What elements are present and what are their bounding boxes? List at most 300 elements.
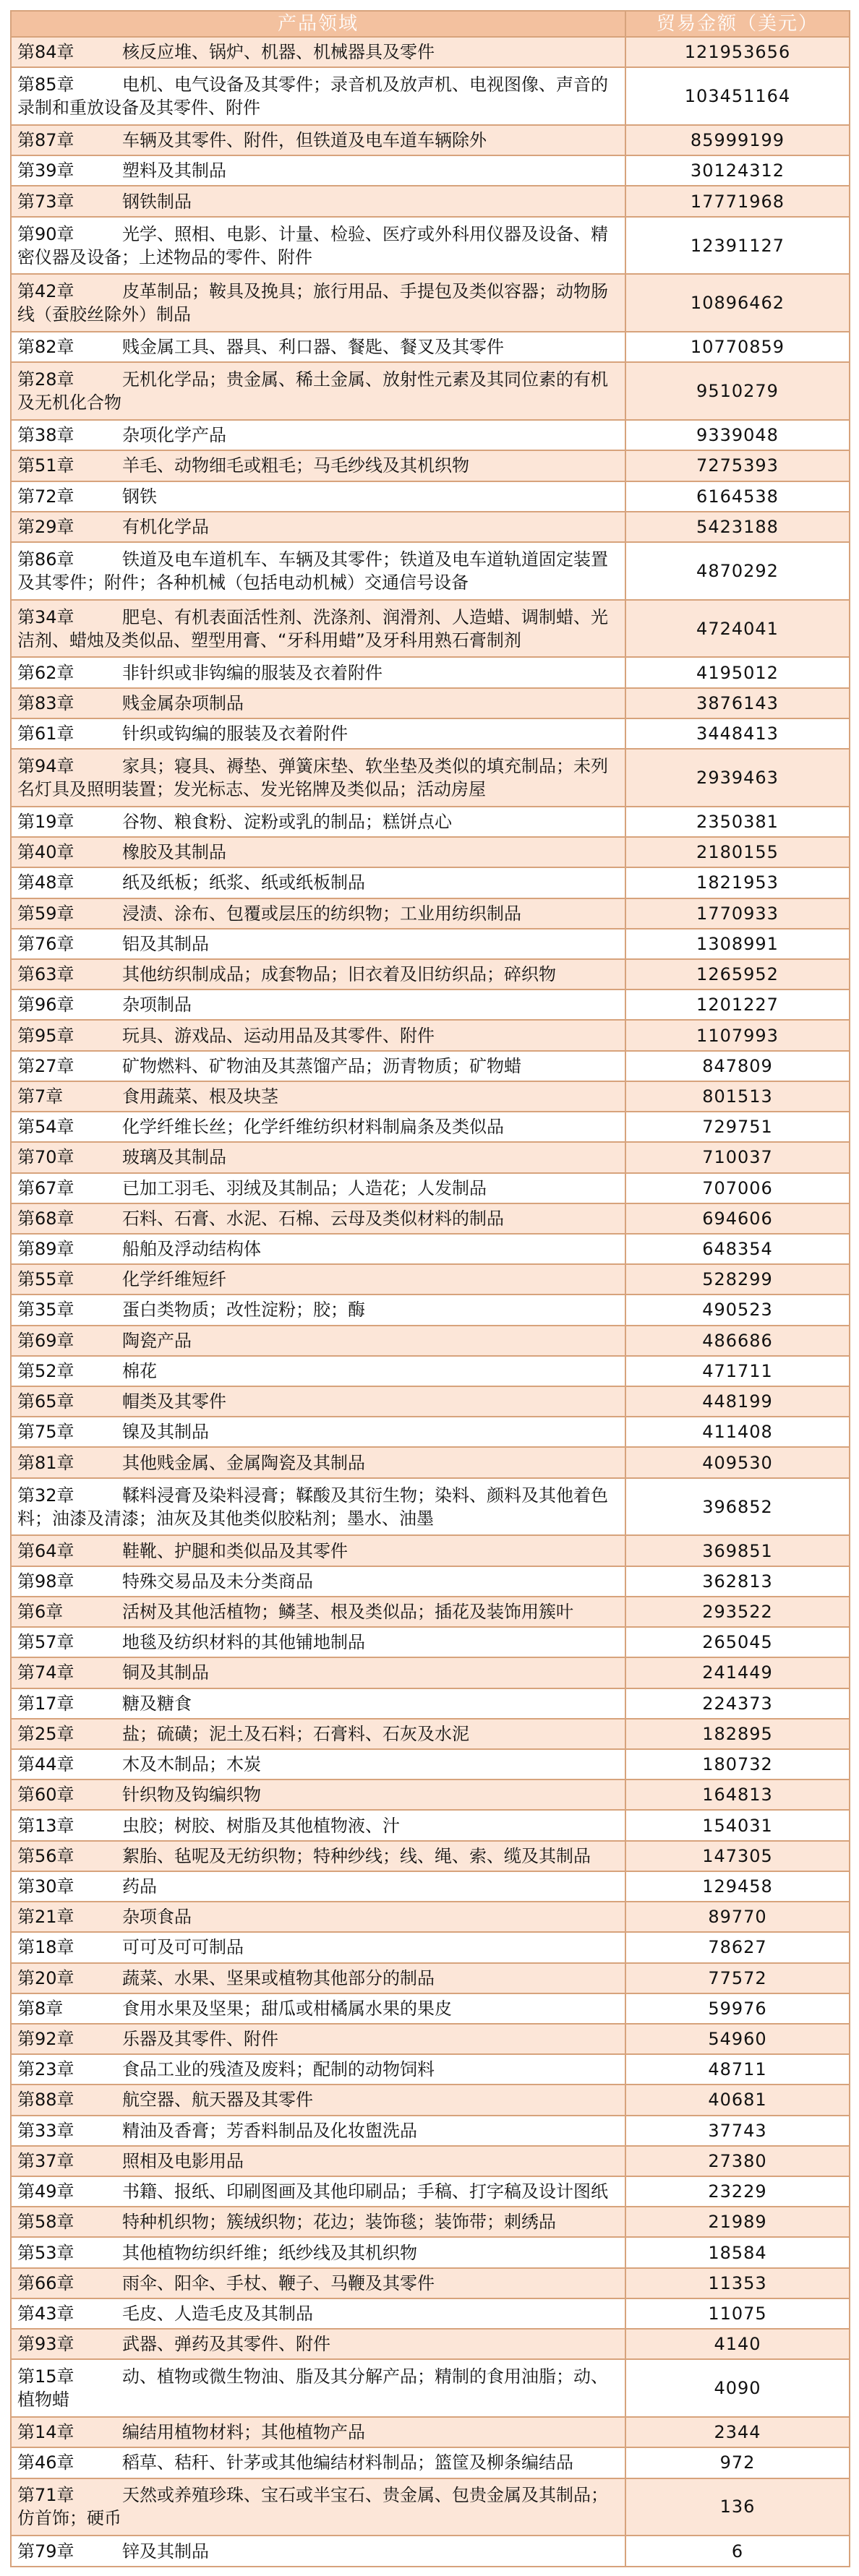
product-cell bbox=[11, 749, 625, 807]
product-cell bbox=[11, 1963, 625, 1993]
product-cell bbox=[11, 1841, 625, 1871]
chapter-number: 第13章 bbox=[17, 1815, 74, 1836]
table-row bbox=[11, 1081, 850, 1112]
table-row bbox=[11, 718, 850, 749]
product-cell bbox=[11, 959, 625, 989]
chapter-number: 第43章 bbox=[17, 2304, 74, 2324]
chapter-number: 第14章 bbox=[17, 2422, 74, 2443]
product-name: 乐器及其零件、附件 bbox=[122, 2029, 278, 2050]
table-row bbox=[11, 749, 850, 807]
product-cell bbox=[11, 600, 625, 658]
product-cell bbox=[11, 512, 625, 542]
trade-amount-cell: 154031 bbox=[625, 1810, 850, 1840]
table-row bbox=[11, 1112, 850, 1142]
product-name: 蔬菜、水果、坚果或植物其他部分的制品 bbox=[122, 1967, 435, 1988]
table-row bbox=[11, 2478, 850, 2536]
trade-amount-cell: 48711 bbox=[625, 2054, 850, 2085]
table-row bbox=[11, 1295, 850, 1325]
chapter-number: 第34章 bbox=[17, 606, 74, 627]
trade-amount-cell: 729751 bbox=[625, 1112, 850, 1142]
product-name: 精油及香膏；芳香料制品及化妆盥洗品 bbox=[122, 2120, 417, 2141]
product-cell bbox=[11, 2024, 625, 2054]
trade-amount-cell: 293522 bbox=[625, 1597, 850, 1627]
table-row bbox=[11, 37, 850, 67]
table-row bbox=[11, 1173, 850, 1203]
trade-amount-cell: 164813 bbox=[625, 1779, 850, 1810]
table-row bbox=[11, 1203, 850, 1234]
product-name: 其他纺织制成品；成套物品；旧衣着及旧纺织品；碎织物 bbox=[122, 964, 556, 985]
trade-amount-cell: 486686 bbox=[625, 1326, 850, 1356]
table-row bbox=[11, 1566, 850, 1597]
table-row bbox=[11, 67, 850, 125]
product-name: 贱金属杂项制品 bbox=[122, 692, 244, 713]
table-row bbox=[11, 1597, 850, 1627]
chapter-number: 第75章 bbox=[17, 1422, 74, 1443]
table-row bbox=[11, 2329, 850, 2359]
product-cell bbox=[11, 1356, 625, 1386]
chapter-number: 第15章 bbox=[17, 2366, 74, 2387]
product-name: 其他贱金属、金属陶瓷及其制品 bbox=[122, 1452, 365, 1473]
product-name: 特种机织物；簇绒织物；花边；装饰毯；装饰带；刺绣品 bbox=[122, 2212, 556, 2233]
product-cell bbox=[11, 2268, 625, 2298]
product-cell bbox=[11, 1871, 625, 1902]
product-name: 有机化学品 bbox=[122, 516, 209, 537]
table-row bbox=[11, 1478, 850, 1536]
product-name: 纸及纸板；纸浆、纸或纸板制品 bbox=[122, 872, 365, 893]
product-cell bbox=[11, 1264, 625, 1295]
product-name: 羊毛、动物细毛或粗毛；马毛纱线及其机织物 bbox=[122, 455, 469, 476]
trade-amount-cell: 129458 bbox=[625, 1871, 850, 1902]
product-name: 武器、弹药及其零件、附件 bbox=[122, 2334, 330, 2355]
chapter-number: 第7章 bbox=[17, 1086, 64, 1107]
product-cell bbox=[11, 807, 625, 837]
chapter-number: 第32章 bbox=[17, 1485, 74, 1506]
chapter-number: 第8章 bbox=[17, 1998, 64, 2019]
product-name: 鞣料浸膏及染料浸膏；鞣酸及其衍生物；染料、颜料及其他着色料；油漆及清漆；油灰及其他类似胶粘剂；墨水、油墨 bbox=[17, 1485, 608, 1529]
product-cell bbox=[11, 898, 625, 929]
product-name: 非针织或非钩编的服装及衣着附件 bbox=[122, 662, 383, 683]
chapter-number: 第86章 bbox=[17, 549, 74, 570]
chapter-number: 第54章 bbox=[17, 1117, 74, 1138]
table-row bbox=[11, 1841, 850, 1871]
table-row bbox=[11, 1657, 850, 1688]
product-name: 针织或钩编的服装及衣着附件 bbox=[122, 724, 348, 744]
product-cell bbox=[11, 332, 625, 362]
trade-amount-cell: 4090 bbox=[625, 2359, 850, 2417]
table-row bbox=[11, 1749, 850, 1779]
product-cell bbox=[11, 1566, 625, 1597]
trade-amount-cell: 5423188 bbox=[625, 512, 850, 542]
trade-amount-cell: 1821953 bbox=[625, 867, 850, 898]
trade-amount-cell: 471711 bbox=[625, 1356, 850, 1386]
product-name: 杂项制品 bbox=[122, 995, 192, 1016]
chapter-number: 第46章 bbox=[17, 2452, 74, 2473]
chapter-number: 第98章 bbox=[17, 1571, 74, 1592]
product-cell bbox=[11, 155, 625, 186]
product-name: 航空器、航天器及其零件 bbox=[122, 2090, 313, 2111]
product-cell bbox=[11, 2237, 625, 2267]
product-cell bbox=[11, 1203, 625, 1234]
table-row bbox=[11, 450, 850, 481]
trade-amount-cell: 369851 bbox=[625, 1535, 850, 1566]
table-row bbox=[11, 1264, 850, 1295]
trade-amount-cell: 103451164 bbox=[625, 67, 850, 125]
product-cell bbox=[11, 2054, 625, 2085]
trade-amount-cell: 2180155 bbox=[625, 837, 850, 867]
trade-amount-cell: 1265952 bbox=[625, 959, 850, 989]
chapter-number: 第30章 bbox=[17, 1876, 74, 1897]
product-cell bbox=[11, 1417, 625, 1447]
trade-amount-cell: 409530 bbox=[625, 1447, 850, 1477]
product-cell bbox=[11, 481, 625, 512]
table-row bbox=[11, 1688, 850, 1719]
product-name: 食用水果及坚果；甜瓜或柑橘属水果的果皮 bbox=[122, 1998, 452, 2019]
chapter-number: 第79章 bbox=[17, 2541, 74, 2562]
trade-amount-cell: 707006 bbox=[625, 1173, 850, 1203]
product-name: 活树及其他活植物；鳞茎、根及类似品；插花及装饰用簇叶 bbox=[122, 1601, 573, 1622]
trade-amount-cell: 224373 bbox=[625, 1688, 850, 1719]
trade-amount-cell: 30124312 bbox=[625, 155, 850, 186]
trade-amount-cell: 21989 bbox=[625, 2207, 850, 2237]
chapter-number: 第76章 bbox=[17, 933, 74, 954]
product-cell bbox=[11, 989, 625, 1020]
chapter-number: 第38章 bbox=[17, 425, 74, 446]
product-cell bbox=[11, 2447, 625, 2478]
table-row bbox=[11, 1902, 850, 1932]
chapter-number: 第73章 bbox=[17, 191, 74, 212]
table-row bbox=[11, 1719, 850, 1749]
trade-amount-cell: 972 bbox=[625, 2447, 850, 2478]
chapter-number: 第71章 bbox=[17, 2485, 74, 2506]
product-cell bbox=[11, 37, 625, 67]
product-name: 稻草、秸秆、针茅或其他编结材料制品；篮筐及柳条编结品 bbox=[122, 2452, 573, 2473]
chapter-number: 第81章 bbox=[17, 1452, 74, 1473]
table-row bbox=[11, 1627, 850, 1657]
chapter-number: 第51章 bbox=[17, 455, 74, 476]
product-name: 肥皂、有机表面活性剂、洗涤剂、润滑剂、人造蜡、调制蜡、光洁剂、蜡烛及类似品、塑型用膏、“牙科用蜡”及牙科用熟石膏制剂 bbox=[17, 606, 608, 651]
product-cell bbox=[11, 362, 625, 420]
product-cell bbox=[11, 1902, 625, 1932]
trade-amount-cell: 528299 bbox=[625, 1264, 850, 1295]
trade-amount-cell: 6 bbox=[625, 2536, 850, 2567]
product-name: 铜及其制品 bbox=[122, 1662, 209, 1683]
product-cell bbox=[11, 1657, 625, 1688]
table-row bbox=[11, 217, 850, 275]
product-name: 食品工业的残渣及废料；配制的动物饲料 bbox=[122, 2059, 435, 2080]
trade-amount-cell: 77572 bbox=[625, 1963, 850, 1993]
product-name: 已加工羽毛、羽绒及其制品；人造花；人发制品 bbox=[122, 1177, 487, 1198]
table-row bbox=[11, 2116, 850, 2146]
table-row bbox=[11, 1234, 850, 1264]
product-name: 针织物及钩编织物 bbox=[122, 1785, 261, 1806]
product-name: 贱金属工具、器具、利口器、餐匙、餐叉及其零件 bbox=[122, 337, 504, 358]
table-row bbox=[11, 2146, 850, 2176]
table-row bbox=[11, 1051, 850, 1081]
trade-amount-cell: 847809 bbox=[625, 1051, 850, 1081]
table-row bbox=[11, 688, 850, 718]
product-cell bbox=[11, 2176, 625, 2207]
table-row bbox=[11, 1779, 850, 1810]
table-row bbox=[11, 362, 850, 420]
trade-amount-cell: 6164538 bbox=[625, 481, 850, 512]
trade-amount-cell: 2939463 bbox=[625, 749, 850, 807]
product-name: 铁道及电车道机车、车辆及其零件；铁道及电车道轨道固定装置及其零件；附件；各种机械（包括电动机械）交通信号设备 bbox=[17, 549, 608, 593]
trade-amount-cell: 3448413 bbox=[625, 718, 850, 749]
chapter-number: 第96章 bbox=[17, 995, 74, 1016]
product-cell bbox=[11, 1478, 625, 1536]
trade-amount-cell: 265045 bbox=[625, 1627, 850, 1657]
chapter-number: 第55章 bbox=[17, 1269, 74, 1290]
trade-amount-cell: 54960 bbox=[625, 2024, 850, 2054]
chapter-number: 第37章 bbox=[17, 2150, 74, 2171]
product-cell bbox=[11, 1810, 625, 1840]
trade-amount-cell: 78627 bbox=[625, 1932, 850, 1962]
chapter-number: 第66章 bbox=[17, 2272, 74, 2293]
table-row bbox=[11, 155, 850, 186]
product-cell bbox=[11, 186, 625, 216]
product-cell bbox=[11, 2298, 625, 2329]
product-cell bbox=[11, 1447, 625, 1477]
product-name: 皮革制品；鞍具及挽具；旅行用品、手提包及类似容器；动物肠线（蚕胶丝除外）制品 bbox=[17, 281, 608, 325]
chapter-number: 第94章 bbox=[17, 756, 74, 776]
product-name: 特殊交易品及未分类商品 bbox=[122, 1571, 313, 1592]
table-row bbox=[11, 1020, 850, 1050]
chapter-number: 第60章 bbox=[17, 1785, 74, 1806]
product-cell bbox=[11, 1779, 625, 1810]
product-cell bbox=[11, 1295, 625, 1325]
chapter-number: 第64章 bbox=[17, 1540, 74, 1561]
table-row bbox=[11, 186, 850, 216]
table-row bbox=[11, 959, 850, 989]
product-cell bbox=[11, 929, 625, 959]
table-row bbox=[11, 1932, 850, 1962]
table-row bbox=[11, 1326, 850, 1356]
table-header bbox=[11, 11, 850, 37]
trade-amount-cell: 241449 bbox=[625, 1657, 850, 1688]
table-row bbox=[11, 481, 850, 512]
product-name: 地毯及纺织材料的其他铺地制品 bbox=[122, 1632, 365, 1653]
chapter-number: 第27章 bbox=[17, 1055, 74, 1076]
table-row bbox=[11, 2024, 850, 2054]
product-name: 谷物、粮食粉、淀粉或乳的制品；糕饼点心 bbox=[122, 811, 452, 832]
trade-amount-cell: 182895 bbox=[625, 1719, 850, 1749]
chapter-number: 第93章 bbox=[17, 2334, 74, 2355]
product-cell bbox=[11, 1597, 625, 1627]
product-cell bbox=[11, 1112, 625, 1142]
trade-amount-cell: 362813 bbox=[625, 1566, 850, 1597]
trade-amount-cell: 11075 bbox=[625, 2298, 850, 2329]
trade-amount-cell: 180732 bbox=[625, 1749, 850, 1779]
header-row bbox=[11, 11, 850, 37]
product-cell bbox=[11, 542, 625, 600]
table-row bbox=[11, 332, 850, 362]
product-cell bbox=[11, 2417, 625, 2447]
trade-amount-cell: 59976 bbox=[625, 1993, 850, 2024]
table-row bbox=[11, 420, 850, 450]
product-cell bbox=[11, 217, 625, 275]
chapter-number: 第70章 bbox=[17, 1147, 74, 1168]
trade-amount-cell: 23229 bbox=[625, 2176, 850, 2207]
trade-amount-cell: 89770 bbox=[625, 1902, 850, 1932]
product-cell bbox=[11, 837, 625, 867]
trade-amount-cell: 4870292 bbox=[625, 542, 850, 600]
table-row bbox=[11, 2085, 850, 2115]
table-row bbox=[11, 2298, 850, 2329]
table-row bbox=[11, 1993, 850, 2024]
product-name: 天然或养殖珍珠、宝石或半宝石、贵金属、包贵金属及其制品；仿首饰；硬币 bbox=[17, 2485, 608, 2529]
product-name: 木及木制品；木炭 bbox=[122, 1754, 261, 1775]
product-name: 橡胶及其制品 bbox=[122, 842, 226, 863]
chapter-number: 第18章 bbox=[17, 1937, 74, 1958]
chapter-number: 第68章 bbox=[17, 1208, 74, 1229]
chapter-number: 第23章 bbox=[17, 2059, 74, 2080]
table-row bbox=[11, 2536, 850, 2567]
table-row bbox=[11, 929, 850, 959]
trade-amount-cell: 85999199 bbox=[625, 125, 850, 155]
product-cell bbox=[11, 1932, 625, 1962]
chapter-number: 第62章 bbox=[17, 662, 74, 683]
product-name: 杂项化学产品 bbox=[122, 425, 226, 446]
product-name: 帽类及其零件 bbox=[122, 1391, 226, 1412]
trade-amount-cell: 18584 bbox=[625, 2237, 850, 2267]
trade-amount-cell: 2344 bbox=[625, 2417, 850, 2447]
trade-table bbox=[10, 10, 850, 2567]
trade-amount-cell: 2350381 bbox=[625, 807, 850, 837]
trade-amount-cell: 121953656 bbox=[625, 37, 850, 67]
trade-amount-cell: 17771968 bbox=[625, 186, 850, 216]
product-name: 盐；硫磺；泥土及石料；石膏料、石灰及水泥 bbox=[122, 1723, 469, 1744]
product-cell bbox=[11, 1142, 625, 1172]
chapter-number: 第74章 bbox=[17, 1662, 74, 1683]
product-cell bbox=[11, 1020, 625, 1050]
trade-amount-cell: 648354 bbox=[625, 1234, 850, 1264]
trade-amount-cell: 1770933 bbox=[625, 898, 850, 929]
product-name: 玩具、游戏品、运动用品及其零件、附件 bbox=[122, 1025, 435, 1046]
product-name: 杂项食品 bbox=[122, 1907, 192, 1928]
table-body bbox=[11, 37, 850, 2567]
product-name: 棉花 bbox=[122, 1360, 157, 1381]
trade-amount-cell: 12391127 bbox=[625, 217, 850, 275]
table-row bbox=[11, 125, 850, 155]
product-cell bbox=[11, 2207, 625, 2237]
trade-amount-cell: 27380 bbox=[625, 2146, 850, 2176]
product-cell bbox=[11, 274, 625, 332]
product-cell bbox=[11, 2478, 625, 2536]
table-row bbox=[11, 1356, 850, 1386]
product-cell bbox=[11, 1749, 625, 1779]
chapter-number: 第84章 bbox=[17, 42, 74, 63]
product-name: 其他植物纺织纤维；纸纱线及其机织物 bbox=[122, 2242, 417, 2263]
product-cell bbox=[11, 1719, 625, 1749]
product-name: 化学纤维长丝；化学纤维纺织材料制扁条及类似品 bbox=[122, 1117, 504, 1138]
product-name: 药品 bbox=[122, 1876, 157, 1897]
product-cell bbox=[11, 2536, 625, 2567]
product-cell bbox=[11, 1051, 625, 1081]
product-cell bbox=[11, 1173, 625, 1203]
chapter-number: 第19章 bbox=[17, 811, 74, 832]
table-row bbox=[11, 837, 850, 867]
table-row bbox=[11, 898, 850, 929]
chapter-number: 第17章 bbox=[17, 1693, 74, 1714]
chapter-number: 第49章 bbox=[17, 2181, 74, 2202]
table-row bbox=[11, 1963, 850, 1993]
table-row bbox=[11, 1535, 850, 1566]
chapter-number: 第87章 bbox=[17, 130, 74, 151]
chapter-number: 第48章 bbox=[17, 872, 74, 893]
table-row bbox=[11, 867, 850, 898]
product-cell bbox=[11, 1386, 625, 1417]
product-name: 锌及其制品 bbox=[122, 2541, 209, 2562]
table-row bbox=[11, 2268, 850, 2298]
chapter-number: 第20章 bbox=[17, 1967, 74, 1988]
product-name: 可可及可可制品 bbox=[122, 1937, 244, 1958]
product-name: 蛋白类物质；改性淀粉；胶；酶 bbox=[122, 1300, 365, 1321]
product-name: 铝及其制品 bbox=[122, 933, 209, 954]
product-name: 食用蔬菜、根及块茎 bbox=[122, 1086, 278, 1107]
product-name: 钢铁制品 bbox=[122, 191, 192, 212]
product-name: 石料、石膏、水泥、石棉、云母及类似材料的制品 bbox=[122, 1208, 504, 1229]
chapter-number: 第61章 bbox=[17, 724, 74, 744]
table-row bbox=[11, 2237, 850, 2267]
product-cell bbox=[11, 867, 625, 898]
chapter-number: 第72章 bbox=[17, 486, 74, 507]
chapter-number: 第69章 bbox=[17, 1330, 74, 1351]
table-row bbox=[11, 1871, 850, 1902]
trade-amount-cell: 1201227 bbox=[625, 989, 850, 1020]
chapter-number: 第82章 bbox=[17, 337, 74, 358]
chapter-number: 第88章 bbox=[17, 2090, 74, 2111]
product-cell bbox=[11, 718, 625, 749]
table-row bbox=[11, 542, 850, 600]
trade-amount-cell: 147305 bbox=[625, 1841, 850, 1871]
chapter-number: 第56章 bbox=[17, 1845, 74, 1866]
trade-amount-cell: 11353 bbox=[625, 2268, 850, 2298]
product-cell bbox=[11, 2359, 625, 2417]
product-name: 家具；寝具、褥垫、弹簧床垫、软坐垫及类似的填充制品；未列名灯具及照明装置；发光标志、发光铭牌及类似品；活动房屋 bbox=[17, 756, 608, 799]
product-cell bbox=[11, 1627, 625, 1657]
product-name: 毛皮、人造毛皮及其制品 bbox=[122, 2304, 313, 2324]
chapter-number: 第63章 bbox=[17, 964, 74, 985]
product-name: 玻璃及其制品 bbox=[122, 1147, 226, 1168]
product-name: 糖及糖食 bbox=[122, 1693, 192, 1714]
chapter-number: 第57章 bbox=[17, 1632, 74, 1653]
table-row bbox=[11, 1810, 850, 1840]
product-name: 塑料及其制品 bbox=[122, 160, 226, 181]
product-name: 雨伞、阳伞、手杖、鞭子、马鞭及其零件 bbox=[122, 2272, 435, 2293]
product-name: 船舶及浮动结构体 bbox=[122, 1239, 261, 1260]
trade-amount-cell: 37743 bbox=[625, 2116, 850, 2146]
header-product-field: 产品领域 bbox=[11, 11, 625, 37]
chapter-number: 第59章 bbox=[17, 903, 74, 924]
trade-amount-cell: 1107993 bbox=[625, 1020, 850, 1050]
chapter-number: 第33章 bbox=[17, 2120, 74, 2141]
trade-amount-cell: 4724041 bbox=[625, 600, 850, 658]
product-name: 书籍、报纸、印刷图画及其他印刷品；手稿、打字稿及设计图纸 bbox=[122, 2181, 608, 2202]
trade-amount-cell: 710037 bbox=[625, 1142, 850, 1172]
table-row bbox=[11, 512, 850, 542]
product-name: 镍及其制品 bbox=[122, 1422, 209, 1443]
product-cell bbox=[11, 420, 625, 450]
product-cell bbox=[11, 1081, 625, 1112]
product-name: 光学、照相、电影、计量、检验、医疗或外科用仪器及设备、精密仪器及设备；上述物品的零件、附件 bbox=[17, 223, 608, 267]
trade-amount-cell: 40681 bbox=[625, 2085, 850, 2115]
chapter-number: 第53章 bbox=[17, 2242, 74, 2263]
chapter-number: 第6章 bbox=[17, 1601, 64, 1622]
chapter-number: 第65章 bbox=[17, 1391, 74, 1412]
chapter-number: 第21章 bbox=[17, 1907, 74, 1928]
header-trade-amount: 贸易金额（美元） bbox=[625, 11, 850, 37]
trade-amount-cell: 7275393 bbox=[625, 450, 850, 481]
